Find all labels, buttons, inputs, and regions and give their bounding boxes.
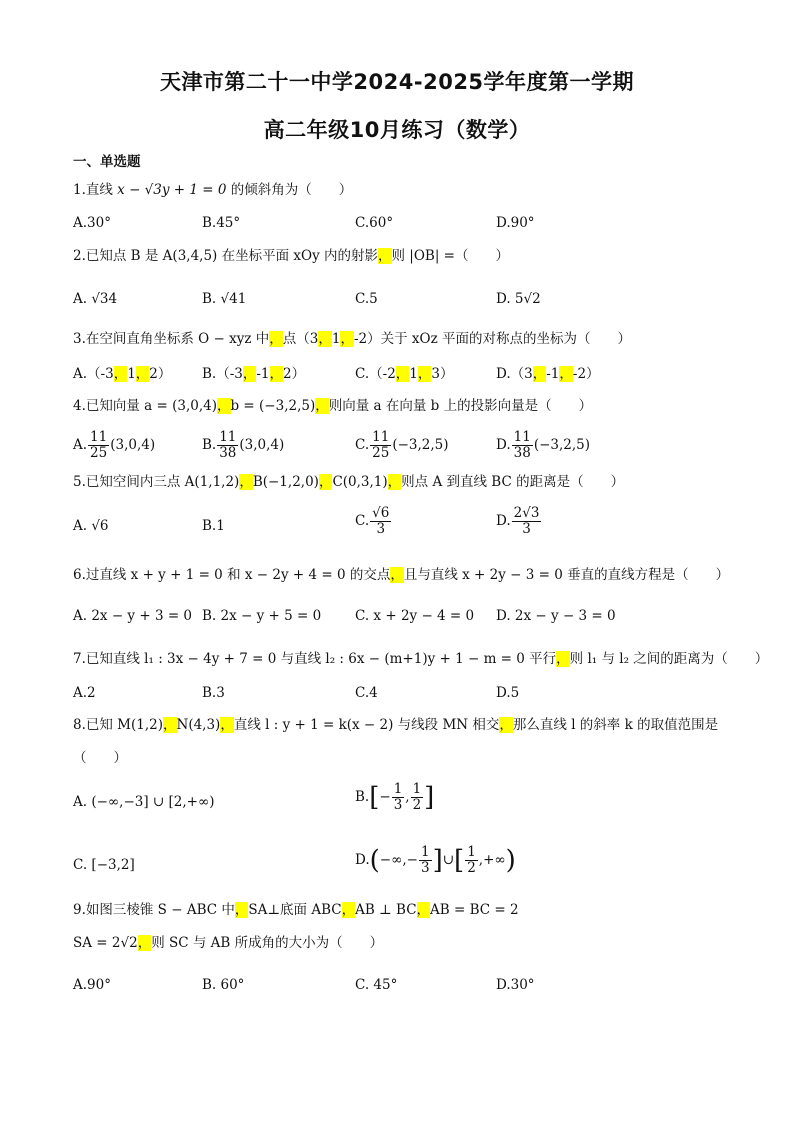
q7-option-d: D.5: [496, 685, 520, 701]
q8-option-b: B.[− $\frac{1}{3}$ , $\frac{1}{2}$ ]: [355, 781, 435, 813]
q3-option-c: C.（-2，1，3）: [355, 366, 454, 382]
highlight-comma: ，: [499, 717, 513, 733]
question-2: 2.已知点 B 是 A(3,4,5) 在坐标平面 xOy 内的射影，则 |OB| =（ ）: [73, 248, 509, 264]
question-9-line-2: SA = 2√2，则 SC 与 AB 所成角的大小为（ ）: [73, 935, 384, 951]
question-5: 5.已知空间内三点 A(1,1,2)，B(−1,2,0)，C(0,3,1)，则点 A 到直线 BC 的距离是（ ）: [73, 474, 625, 490]
highlight-comma: ，: [416, 902, 431, 918]
q1-option-d: D.90°: [496, 215, 535, 231]
q4-option-a: A. $\frac{11}{25}$ (3,0,4): [73, 429, 156, 461]
question-6: 6.过直线 x + y + 1 = 0 和 x − 2y + 4 = 0 的交点，且与直线 x + 2y − 3 = 0 垂直的直线方程是（ ）: [73, 567, 730, 583]
highlight-comma: ，: [217, 398, 231, 414]
q3-option-d: D.（3，-1，-2）: [496, 366, 600, 382]
fraction: $\frac{2√3}{3}$: [513, 505, 540, 537]
q9-option-d: D.30°: [496, 977, 535, 993]
highlight-comma: ，: [559, 366, 573, 382]
q3-option-b: B.（-3，-1，2）: [202, 366, 306, 382]
q7-option-a: A.2: [73, 685, 96, 701]
question-8-answer-blank: （ ）: [73, 750, 127, 766]
highlight-comma: ，: [163, 717, 177, 733]
q8-option-c: C. [−3,2]: [73, 857, 135, 873]
q4-option-b: B. $\frac{11}{38}$ (3,0,4): [202, 429, 285, 461]
q2-option-b: B. √41: [202, 291, 247, 307]
document-subtitle: 高二年级10月练习（数学）: [263, 118, 531, 142]
highlight-comma: ，: [417, 366, 432, 382]
question-4: 4.已知向量 a = (3,0,4)，b = (−3,2,5)，则向量 a 在向量 b 上的投影向量是（ ）: [73, 398, 593, 414]
highlight-comma: ，: [239, 474, 253, 490]
fraction: $\frac{√6}{3}$: [372, 505, 390, 537]
q2-option-c: C.5: [355, 291, 378, 307]
highlight-comma: ，: [390, 567, 404, 583]
q6-option-a: A. 2x − y + 3 = 0: [73, 608, 193, 624]
fraction: $\frac{1}{2}$: [412, 781, 422, 813]
highlight-comma: ，: [315, 398, 329, 414]
document-title: 天津市第二十一中学2024-2025学年度第一学期: [159, 70, 635, 94]
q6-option-d: D. 2x − y − 3 = 0: [496, 608, 616, 624]
highlight-comma: ，: [387, 474, 402, 490]
question-9: 9.如图三棱锥 S − ABC 中，SA⊥底面 ABC，AB ⊥ BC，AB = BC = 2: [73, 902, 519, 918]
q8-option-a: A. (−∞,−3] ∪ [2,+∞): [73, 794, 215, 810]
fraction: $\frac{11}{38}$: [513, 429, 531, 461]
q4-option-d: D. $\frac{11}{38}$ (−3,2,5): [496, 429, 591, 461]
highlight-comma: ，: [532, 366, 547, 382]
fraction: $\frac{1}{3}$: [393, 781, 403, 813]
highlight-comma: ，: [269, 331, 283, 347]
question-3: 3.在空间直角坐标系 O − xyz 中，点（3，1，-2）关于 xOz 平面的对称点的坐标为（ ）: [73, 331, 631, 347]
q5-option-c: C. $\frac{√6}{3}$: [355, 505, 390, 537]
highlight-comma: ，: [220, 717, 234, 733]
q9-option-a: A.90°: [73, 977, 111, 993]
q7-option-b: B.3: [202, 685, 225, 701]
highlight-comma: ，: [135, 366, 150, 382]
q6-option-c: C. x + 2y − 4 = 0: [355, 608, 475, 624]
highlight-comma: ，: [318, 474, 333, 490]
q5-option-a: A. √6: [73, 518, 109, 534]
question-8: 8.已知 M(1,2)，N(4,3)，直线 l : y + 1 = k(x − 2) 与线段 MN 相交，那么直线 l 的斜率 k 的取值范围是: [73, 717, 719, 733]
highlight-comma: ，: [269, 366, 284, 382]
fraction: $\frac{11}{38}$: [219, 429, 237, 461]
section-heading: 一、单选题: [73, 154, 141, 170]
highlight-comma: ，: [341, 902, 356, 918]
fraction: $\frac{11}{25}$: [90, 429, 108, 461]
fraction: $\frac{1}{3}$: [420, 844, 430, 876]
q5-option-b: B.1: [202, 518, 225, 534]
q9-option-c: C. 45°: [355, 977, 398, 993]
q1-option-a: A.30°: [73, 215, 111, 231]
q2-option-d: D. 5√2: [496, 291, 541, 307]
highlight-comma: ，: [378, 248, 392, 264]
highlight-comma: ，: [340, 331, 354, 347]
q2-option-a: A. √34: [73, 291, 118, 307]
q9-option-b: B. 60°: [202, 977, 245, 993]
highlight-comma: ，: [137, 935, 152, 951]
highlight-comma: ，: [395, 366, 410, 382]
q5-option-d: D. $\frac{2√3}{3}$: [496, 505, 540, 537]
fraction: $\frac{11}{25}$: [372, 429, 390, 461]
q3-option-a: A.（-3，1，2）: [73, 366, 172, 382]
highlight-comma: ，: [234, 902, 249, 918]
q8-option-d: D.(−∞,− $\frac{1}{3}$ ]∪[ $\frac{1}{2}$ ,+∞): [355, 844, 516, 876]
highlight-comma: ，: [242, 366, 257, 382]
q6-option-b: B. 2x − y + 5 = 0: [202, 608, 322, 624]
highlight-comma: ，: [318, 331, 332, 347]
highlight-comma: ，: [556, 651, 570, 667]
q1-option-b: B.45°: [202, 215, 241, 231]
highlight-comma: ，: [113, 366, 128, 382]
q7-option-c: C.4: [355, 685, 378, 701]
q4-option-c: C. $\frac{11}{25}$ (−3,2,5): [355, 429, 449, 461]
fraction: $\frac{1}{2}$: [467, 844, 476, 876]
question-1: 1.直线 x − √3y + 1 = 0 的倾斜角为（ ）: [73, 182, 353, 198]
q1-option-c: C.60°: [355, 215, 394, 231]
question-7: 7.已知直线 l₁ : 3x − 4y + 7 = 0 与直线 l₂ : 6x − (m+1)y + 1 − m = 0 平行，则 l₁ 与 l₂ 之间的距离为（ ）: [73, 651, 769, 667]
